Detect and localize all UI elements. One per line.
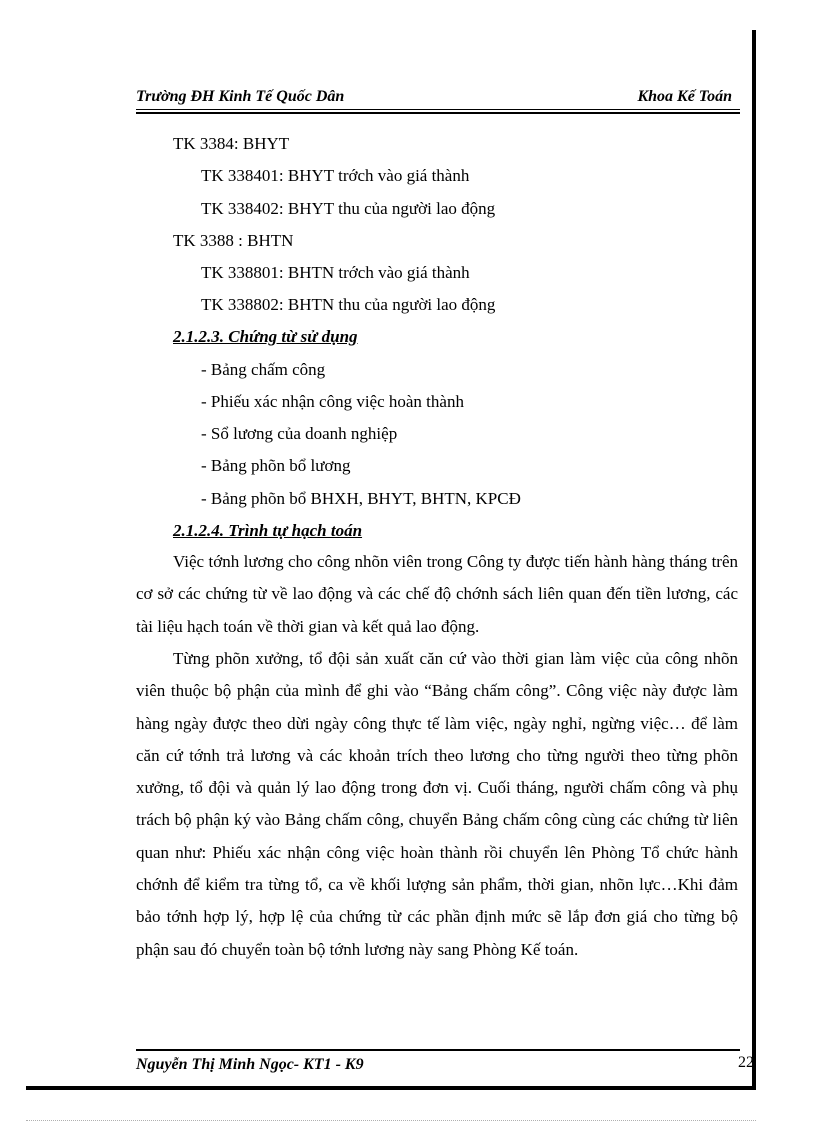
body-paragraph: Việc tớnh lương cho công nhõn viên trong Công ty được tiến hành hàng tháng trên cơ sở các chứng từ về lao động và các chế độ chớnh sách liên quan đến tiền lương, các tài liệu hạch toán về thời gian và kết quả lao động.	[136, 552, 738, 636]
body-paragraph: Từng phõn xưởng, tổ đội sản xuất căn cứ vào thời gian làm việc của công nhõn viên thuộc bộ phận của mình để ghi vào “Bảng chấm công”. Công việc này được làm hàng ngày được theo dừi ngày công thực tế làm việc, ngày nghỉ, ngừng việc… để làm căn cứ tớnh trả lương và các khoản trích theo lương cho từng người theo từng phõn xưởng, tổ đội và quản lý lao động trong đơn vị. Cuối tháng, người chấm công và phụ trách bộ phận ký vào Bảng chấm công, chuyển Bảng chấm công cùng các chứng từ liên quan như: Phiếu xác nhận công việc hoàn thành rồi chuyển lên Phòng Tổ chức hành chớnh để kiểm tra từng tổ, ca về khối lượng sản phẩm, thời gian, nhõn lực…Khi đảm bảo tớnh hợp lý, hợp lệ của chứng từ các phần định mức sẽ lắp đơn giá cho từng bộ phận sau đó chuyển toàn bộ tớnh lương này sang Phòng Kế toán.	[136, 649, 738, 959]
account-line: TK 3384: BHYT	[173, 134, 290, 153]
page-border-right	[752, 30, 756, 1088]
footer-rule	[136, 1049, 740, 1051]
header-rule-thick	[136, 112, 740, 114]
document-list-item: - Phiếu xác nhận công việc hoàn thành	[201, 392, 464, 411]
header-rule	[136, 109, 740, 110]
header-faculty: Khoa Kế Toán	[637, 88, 732, 105]
page-edge-dotted	[26, 1120, 756, 1121]
page-header	[136, 88, 740, 110]
document-list-item: - Bảng phõn bổ BHXH, BHYT, BHTN, KPCĐ	[201, 489, 521, 508]
document-list-item: - Bảng phõn bổ lương	[201, 456, 351, 475]
footer-author: Nguyễn Thị Minh Ngọc- KT1 - K9	[136, 1056, 364, 1073]
page-border-bottom	[26, 1086, 756, 1090]
account-line: TK 338802: BHTN thu của người lao động	[201, 295, 496, 314]
document-list-item: - Bảng chấm công	[201, 360, 326, 379]
account-line: TK 338402: BHYT thu của người lao động	[201, 199, 496, 218]
account-line: TK 338801: BHTN trớch vào giá thành	[201, 263, 470, 282]
section-heading-2123: 2.1.2.3. Chứng từ sử dụng	[173, 327, 358, 346]
account-line: TK 3388 : BHTN	[173, 231, 294, 250]
section-heading-2124: 2.1.2.4. Trình tự hạch toán	[173, 521, 363, 540]
header-university: Trường ĐH Kinh Tế Quốc Dân	[136, 88, 345, 105]
account-line: TK 338401: BHYT trớch vào giá thành	[201, 166, 470, 185]
page-number: 22	[738, 1054, 754, 1071]
document-list-item: - Sổ lương của doanh nghiệp	[201, 424, 398, 443]
